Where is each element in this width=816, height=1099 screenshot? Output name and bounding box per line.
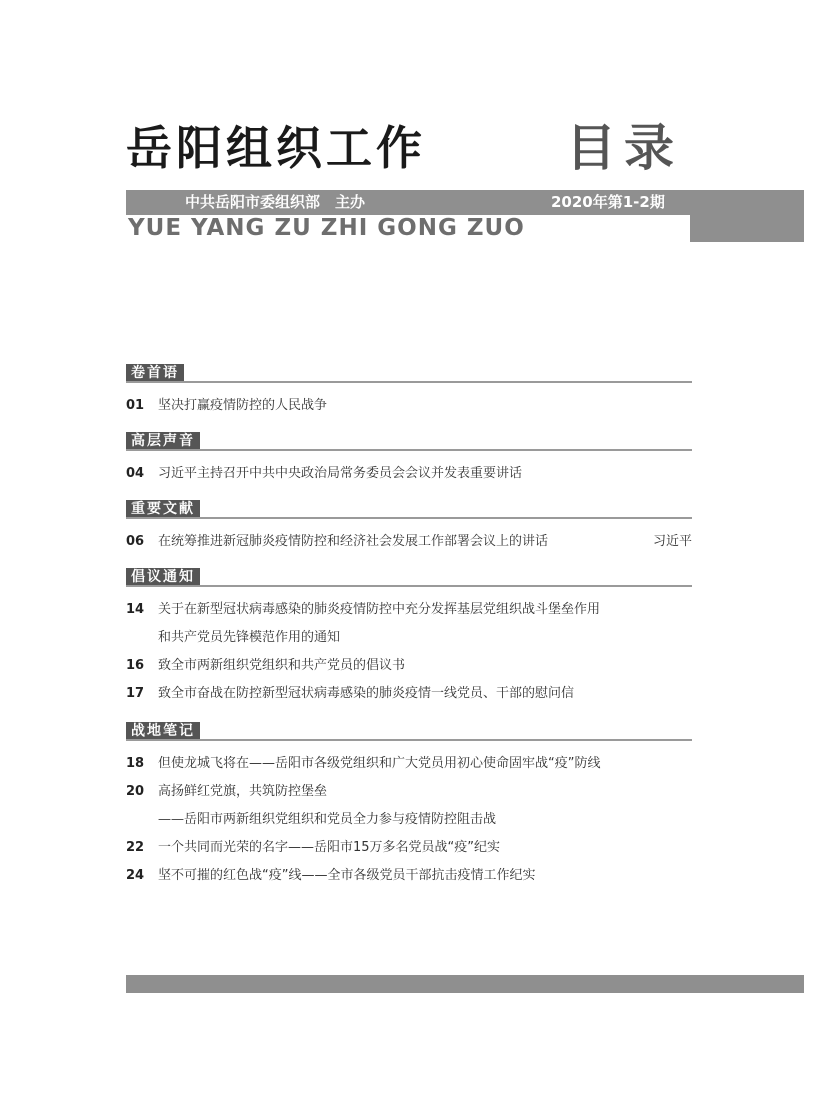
page-number: 06 — [126, 534, 145, 549]
toc-entry[interactable] — [126, 596, 692, 624]
toc-entry-continuation[interactable] — [126, 624, 692, 652]
section-header — [126, 568, 692, 590]
section-foreword — [126, 364, 692, 420]
section-label: 卷首语 — [126, 364, 184, 383]
entry-title: 致全市两新组织党组织和共产党员的倡议书 — [158, 658, 406, 673]
entry-title: 但使龙城飞将在——岳阳市各级党组织和广大党员用初心使命固牢战“疫”防线 — [158, 756, 601, 771]
toc-entry-subtitle[interactable] — [126, 806, 692, 834]
section-rule — [126, 585, 692, 587]
section-header — [126, 722, 692, 744]
section-initiatives-notices — [126, 568, 692, 708]
section-rule — [126, 449, 692, 451]
page-number: 04 — [126, 466, 145, 481]
page-number: 01 — [126, 398, 145, 413]
section-header — [126, 500, 692, 522]
entry-title: 和共产党员先锋模范作用的通知 — [158, 630, 341, 645]
page-number: 14 — [126, 602, 145, 617]
page-number: 18 — [126, 756, 145, 771]
entry-author: 习近平 — [652, 534, 692, 549]
entry-title: 关于在新型冠状病毒感染的肺炎疫情防控中充分发挥基层党组织战斗堡垒作用 — [158, 602, 601, 617]
page-number: 16 — [126, 658, 145, 673]
page-number: 22 — [126, 840, 145, 855]
page-number: 24 — [126, 868, 145, 883]
toc-entry[interactable] — [126, 834, 692, 862]
section-label: 重要文献 — [126, 500, 200, 519]
section-rule — [126, 381, 692, 383]
toc-entry[interactable] — [126, 680, 692, 708]
masthead-title: 岳阳组织工作 — [126, 121, 426, 175]
page-number: 20 — [126, 784, 145, 799]
section-important-documents — [126, 500, 692, 556]
section-label: 战地笔记 — [126, 722, 200, 741]
section-rule — [126, 739, 692, 741]
pinyin-tab — [690, 215, 804, 242]
issue-number: 2020年第1-2期 — [551, 193, 665, 211]
toc-heading: 目录 — [566, 119, 682, 177]
page-number: 17 — [126, 686, 145, 701]
pinyin-title: YUE YANG ZU ZHI GONG ZUO — [128, 215, 525, 241]
section-field-notes — [126, 722, 692, 890]
entry-title: 坚决打赢疫情防控的人民战争 — [158, 398, 328, 413]
entry-title: 高扬鲜红党旗，共筑防控堡垒 — [158, 784, 328, 799]
entry-title: 一个共同而光荣的名字——岳阳市15万多名党员战“疫”纪实 — [158, 840, 501, 855]
bottom-bar — [126, 975, 804, 993]
toc-entry[interactable] — [126, 528, 692, 556]
toc-entry[interactable] — [126, 460, 692, 488]
section-rule — [126, 517, 692, 519]
toc-entry[interactable] — [126, 862, 692, 890]
entry-title: 致全市奋战在防控新型冠状病毒感染的肺炎疫情一线党员、干部的慰问信 — [158, 686, 575, 701]
sponsor-text: 中共岳阳市委组织部 主办 — [185, 193, 366, 211]
section-header — [126, 364, 692, 386]
section-label: 高层声音 — [126, 432, 200, 451]
entry-title: 坚不可摧的红色战“疫”线——全市各级党员干部抗击疫情工作纪实 — [158, 868, 536, 883]
entry-subtitle: ——岳阳市两新组织党组织和党员全力参与疫情防控阻击战 — [158, 812, 497, 827]
toc-entry[interactable] — [126, 778, 692, 806]
toc-entry[interactable] — [126, 652, 692, 680]
section-header — [126, 432, 692, 454]
toc-entry[interactable] — [126, 750, 692, 778]
entry-title: 在统筹推进新冠肺炎疫情防控和经济社会发展工作部署会议上的讲话 — [158, 534, 549, 549]
section-label: 倡议通知 — [126, 568, 200, 587]
section-high-level-voice — [126, 432, 692, 488]
toc-entry[interactable] — [126, 392, 692, 420]
entry-title: 习近平主持召开中共中央政治局常务委员会会议并发表重要讲话 — [158, 466, 523, 481]
